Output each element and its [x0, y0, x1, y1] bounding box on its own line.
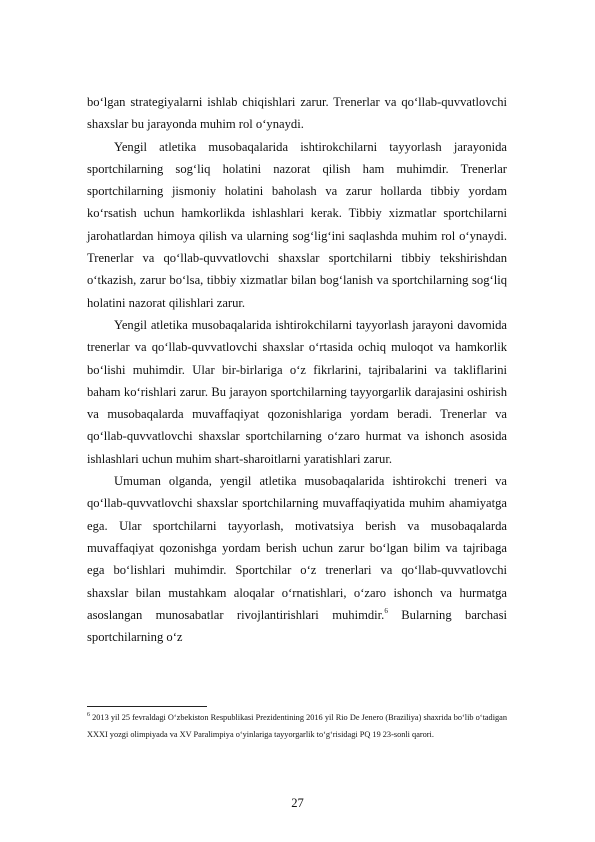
page-number: 27 — [291, 796, 304, 810]
footnote-text: 2013 yil 25 fevraldagi O‘zbekiston Respublikasi Prezidentining 2016 yil Rio De Jenero (Braziliya) shaxrida bo‘lib o‘tadigan XXXI yozgi olimpiyada va XV Paralimpiya o‘yinlariga tayyorgarlik to‘g‘risidagi PQ 19 23-sonli qarori. — [87, 713, 507, 739]
footnote-reference[interactable]: 6 — [384, 606, 388, 615]
body-text — [87, 91, 507, 648]
footnote — [87, 710, 507, 743]
footnote-divider — [87, 706, 207, 707]
paragraph-1: bo‘lgan strategiyalarni ishlab chiqishlari zarur. Trenerlar va qo‘llab-quvvatlovchi shaxslar bu jarayonda muhim rol o‘ynaydi. — [87, 95, 507, 132]
footnote-marker: 6 — [87, 712, 90, 718]
paragraph-4 — [87, 470, 507, 648]
paragraph-2: Yengil atletika musobaqalarida ishtirokchilarni tayyorlash jarayonida sportchilarning sog‘liq holatini nazorat qilish ham muhimdir. Trenerlar sportchilarning jismoniy holatini baholash va zarur hollarda tibbiy yordam ko‘rsatish uchun hamkorlikda ishlashlari kerak. Tibbiy xizmatlar sportchilarni jarohatlardan himoya qilish va ularning sog‘lig‘ini saqlashda muhim rol o‘ynaydi. Trenerlar va qo‘llab-quvvatlovchi shaxslar sportchilarni tibbiy tekshirishdan o‘tkazish, zarur bo‘lsa, tibbiy xizmatlar bilan bog‘lanish va sportchilarning sog‘liq holatini nazorat qilishlari zarur. — [87, 139, 507, 310]
paragraph-4-tail: Bularning barchasi sportchilarning o‘z — [87, 607, 507, 645]
paragraph-3: Yengil atletika musobaqalarida ishtirokchilarni tayyorlash jarayoni davomida trenerlar va qo‘llab-quvvatlovchi shaxslar o‘rtasida ochiq muloqot va hamkorlik bo‘lishi muhimdir. Ular bir-birlariga o‘z fikrlarini, tajribalarini va takliflarini baham ko‘rishlari zarur. Bu jarayon sportchilarning tayyorgarlik darajasini oshirish va musobaqalarda muvaffaqiyat qozonishlariga yordam beradi. Trenerlar va qo‘llab-quvvatlovchi shaxslar sportchilarning o‘zaro hurmat va ishonch asosida ishlashlari uchun muhim shart-sharoitlarni yaratishlari zarur. — [87, 317, 507, 466]
paragraph-4-text: Umuman olganda, yengil atletika musobaqalarida ishtirokchi treneri va qo‘llab-quvvatlovchi shaxslar sportchilarning muvaffaqiyatida muhim ahamiyatga ega. Ular sportchilarni tayyorlash, motivatsiya berish va musobaqalarda muvaffaqiyat qozonishga yordam berish uchun zarur bo‘lgan bilim va tajribaga ega bo‘lishlari muhimdir. Sportchilar o‘z trenerlari va qo‘llab-quvvatlovchi shaxslar bilan mustahkam aloqalar o‘rnatishlari, o‘zaro ishonch va hurmatga asoslangan munosabatlar rivojlantirishlari muhimdir. — [87, 474, 507, 622]
